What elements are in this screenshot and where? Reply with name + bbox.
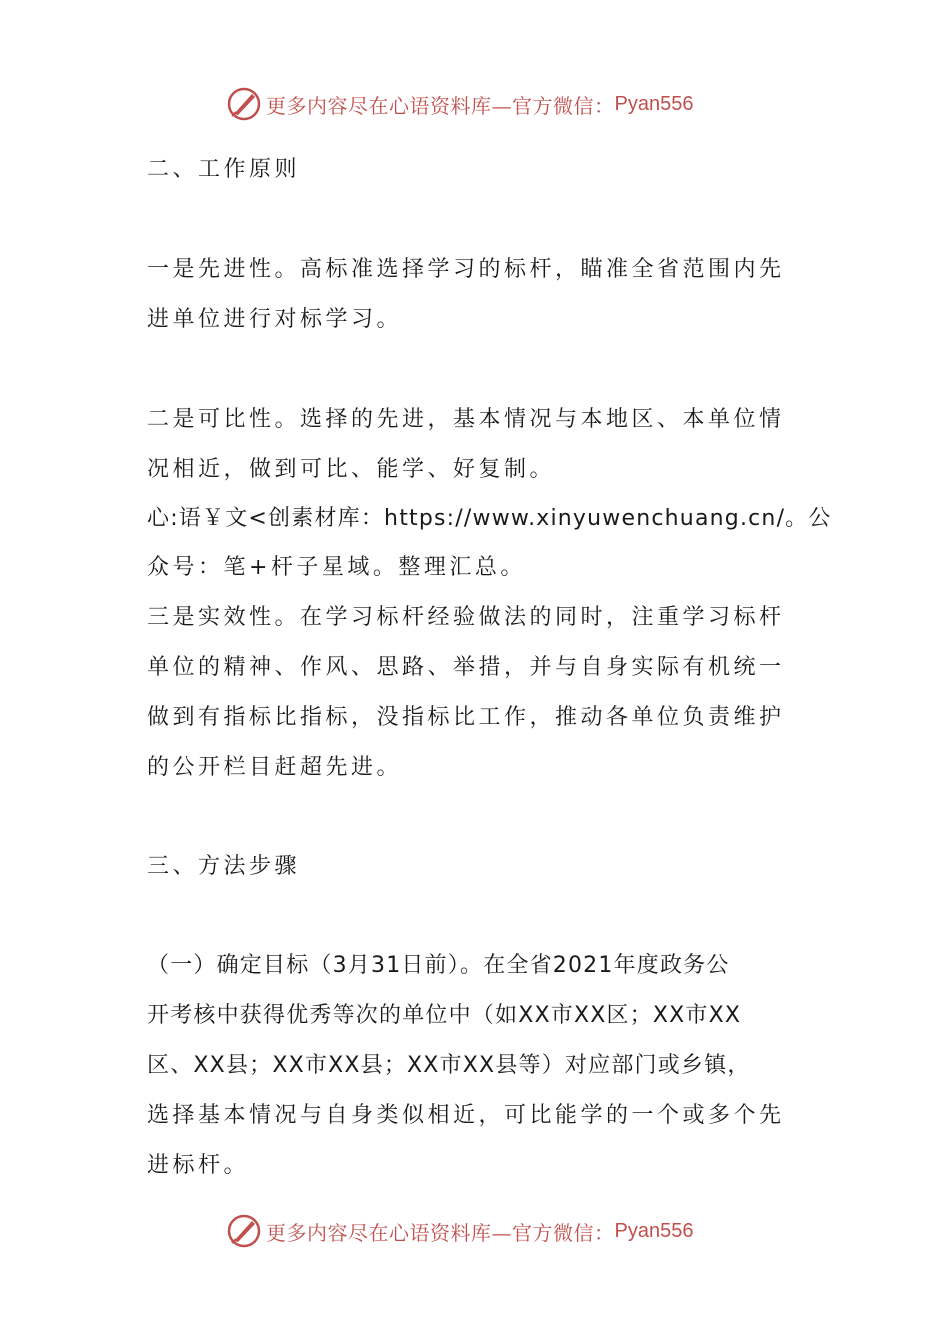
quill-logo-icon [226, 1213, 262, 1249]
paragraph-line: 进单位进行对标学习。 [147, 307, 403, 332]
paragraph-line: 一是先进性。高标准选择学习的标杆，瞄准全省范围内先 [147, 257, 785, 282]
section-heading-methods: 三、方法步骤 [147, 854, 301, 879]
paragraph-line: 选择基本情况与自身类似相近，可比能学的一个或多个先 [147, 1103, 785, 1128]
source-note-line: 众号：笔+杆子星域。整理汇总。 [147, 555, 526, 580]
paragraph-line: 的公开栏目赶超先进。 [147, 755, 403, 780]
footer-watermark [226, 1211, 693, 1251]
watermark-wechat-id: Pyan556 [614, 92, 694, 115]
paragraph-line: 况相近，做到可比、能学、好复制。 [147, 457, 556, 482]
quill-logo-icon [226, 86, 262, 122]
watermark-text: 更多内容尽在心语资料库—官方微信： [266, 1220, 615, 1245]
paragraph-line: 开考核中获得优秀等次的单位中（如XX市XX区；XX市XX [147, 1003, 742, 1028]
watermark-wechat-id: Pyan556 [614, 1219, 694, 1242]
paragraph-line: 二是可比性。选择的先进，基本情况与本地区、本单位情 [147, 407, 785, 432]
section-heading-principles: 二、工作原则 [147, 157, 301, 182]
paragraph-line: 做到有指标比指标，没指标比工作，推动各单位负责维护 [147, 705, 785, 730]
paragraph-line: 单位的精神、作风、思路、举措，并与自身实际有机统一 [147, 655, 785, 680]
paragraph-line: 三是实效性。在学习标杆经验做法的同时，注重学习标杆 [147, 605, 785, 630]
watermark-text: 更多内容尽在心语资料库—官方微信： [266, 93, 615, 118]
header-watermark [226, 84, 693, 124]
paragraph-line: （一）确定目标（3月31日前）。在全省2021年度政务公 [147, 953, 730, 978]
paragraph-line: 区、XX县；XX市XX县；XX市XX县等）对应部门或乡镇， [147, 1053, 751, 1078]
paragraph-line: 进标杆。 [147, 1153, 250, 1178]
source-note-line: 心:语￥文<创素材库：https://www.xinyuwenchuang.cn/。公 [147, 506, 832, 531]
